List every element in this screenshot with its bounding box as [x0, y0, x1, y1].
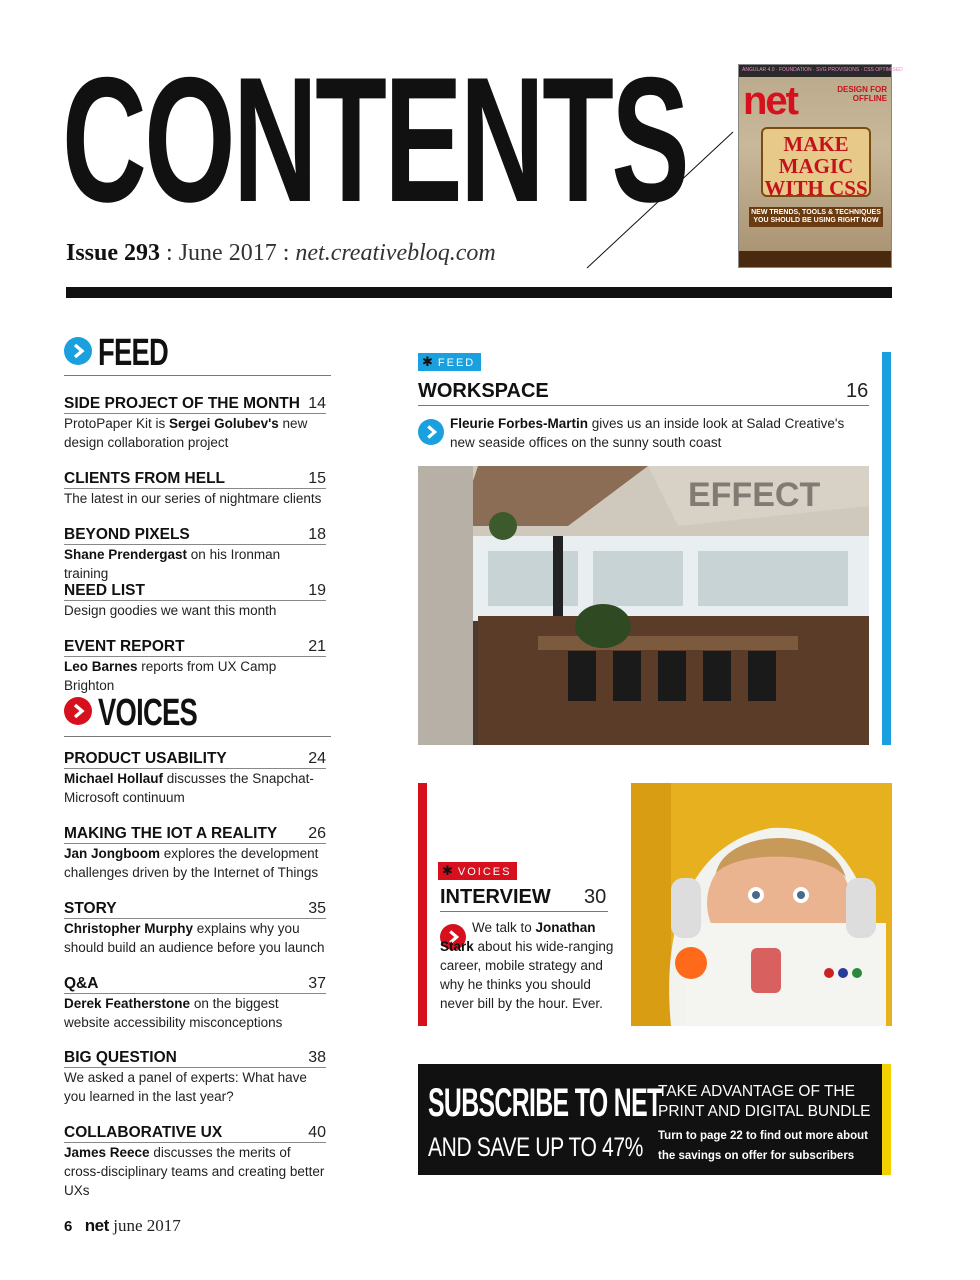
entry-desc-post: explores the development challenges driven by the Internet of Things	[64, 846, 319, 880]
entry-description	[64, 489, 326, 508]
entry-header	[64, 974, 326, 994]
website-link[interactable]: net.creativebloq.com	[295, 240, 496, 266]
interview-page: 30	[584, 886, 607, 908]
entry-header	[64, 824, 326, 844]
voices-tag-label: VOICES	[457, 866, 512, 878]
magazine-cover-image	[738, 64, 903, 268]
office-photo	[418, 466, 869, 745]
issue-separator: :	[166, 240, 173, 266]
chevron-right-icon	[418, 419, 444, 450]
entry-header	[64, 394, 326, 414]
entry-header	[64, 637, 326, 657]
interview-subject: Jonathan Stark	[440, 920, 596, 954]
entry-description	[64, 545, 326, 583]
workspace-page: 16	[846, 380, 869, 402]
entry-page-number: 40	[308, 1124, 326, 1141]
voices-tag	[438, 862, 517, 880]
cover-headline: MAKE MAGIC WITH CSS	[761, 127, 871, 197]
feed-accent-bar	[882, 352, 891, 745]
entry-desc-name: Leo Barnes	[64, 659, 138, 674]
subscribe-advantage: TAKE ADVANTAGE OF THE PRINT AND DIGITAL BUNDLE	[658, 1083, 871, 1120]
entry-desc-post: on his Ironman training	[64, 547, 281, 581]
contents-entry[interactable]	[64, 1048, 326, 1106]
issue-separator-2: :	[282, 240, 290, 266]
entry-header	[64, 899, 326, 919]
entry-desc-post: new design collaboration project	[64, 416, 308, 450]
entry-desc-name: Michael Hollauf	[64, 771, 164, 786]
entry-header	[64, 1123, 326, 1143]
entry-description	[64, 414, 326, 452]
page-footer	[64, 1216, 181, 1238]
contents-entry[interactable]	[64, 394, 326, 452]
entry-title[interactable]: MAKING THE IOT A REALITY	[64, 825, 278, 842]
contents-entry[interactable]	[64, 824, 326, 882]
entry-desc-name: James Reece	[64, 1145, 150, 1160]
entry-desc-post: on the biggest website accessibility misconceptions	[64, 996, 283, 1030]
footer-brand: net	[84, 1216, 109, 1235]
subscribe-accent-bar	[882, 1064, 891, 1175]
interview-desc-text: about his wide-ranging career, mobile strategy and why he thinks you should never bill by the hour. Ever.	[440, 939, 614, 1011]
entry-header	[64, 581, 326, 601]
entry-title[interactable]: SIDE PROJECT OF THE MONTH	[64, 395, 300, 412]
entry-title[interactable]: COLLABORATIVE UX	[64, 1124, 223, 1141]
entry-description	[64, 919, 326, 957]
entry-page-number: 37	[308, 975, 326, 992]
contents-entry[interactable]	[64, 525, 326, 583]
entry-desc-pre: The latest in our series of nightmare clients	[64, 491, 322, 506]
entry-desc-name: Christopher Murphy	[64, 921, 194, 936]
contents-entry[interactable]	[64, 469, 326, 508]
entry-desc-pre: ProtoPaper Kit is	[64, 416, 170, 431]
subscribe-save: AND SAVE UP TO 47%	[428, 1132, 643, 1162]
feed-section-title: FEED	[98, 332, 169, 374]
entry-desc-name: Derek Featherstone	[64, 996, 191, 1011]
entry-header	[64, 1048, 326, 1068]
entry-title[interactable]: PRODUCT USABILITY	[64, 750, 227, 767]
entry-page-number: 24	[308, 750, 326, 767]
subscribe-headline: SUBSCRIBE TO NET	[428, 1081, 662, 1125]
entry-title[interactable]: BIG QUESTION	[64, 1049, 177, 1066]
cover-subline: NEW TRENDS, TOOLS & TECHNIQUES YOU SHOULD BE USING RIGHT NOW	[749, 207, 883, 227]
entry-header	[64, 469, 326, 489]
entry-description	[64, 1068, 326, 1106]
workspace-author: Fleurie Forbes-Martin	[450, 416, 589, 431]
entry-page-number: 26	[308, 825, 326, 842]
interview-title[interactable]: INTERVIEW	[440, 886, 551, 908]
svg-text:EFFECT: EFFECT	[688, 476, 821, 514]
entry-header	[64, 525, 326, 545]
entry-description	[64, 769, 326, 807]
interview-pre: We talk to	[472, 920, 536, 935]
voices-section-title: VOICES	[98, 692, 198, 734]
entry-title[interactable]: BEYOND PIXELS	[64, 526, 190, 543]
entry-title[interactable]: STORY	[64, 900, 117, 917]
page-title: CONTENTS	[62, 40, 688, 239]
issue-line	[66, 240, 496, 274]
entry-page-number: 14	[308, 395, 326, 412]
cover-footer-band	[739, 251, 891, 267]
entry-description	[64, 601, 326, 620]
astronaut-photo	[631, 783, 892, 1026]
entry-title[interactable]: EVENT REPORT	[64, 638, 185, 655]
interview-description	[440, 918, 620, 1013]
entry-desc-pre: We asked a panel of experts: What have you learned in the last year?	[64, 1070, 307, 1104]
entry-title[interactable]: CLIENTS FROM HELL	[64, 470, 226, 487]
entry-header	[64, 749, 326, 769]
chevron-right-icon	[64, 337, 92, 365]
entry-desc-post: explains why you should build an audience before you launch	[64, 921, 325, 955]
subscribe-banner[interactable]	[418, 1064, 882, 1175]
entry-page-number: 18	[308, 526, 326, 543]
entry-desc-post: discusses the merits of cross-disciplinary teams and creating better UXs	[64, 1145, 325, 1198]
entry-title[interactable]: Q&A	[64, 975, 99, 992]
contents-entry[interactable]	[64, 974, 326, 1032]
subscribe-details: Turn to page 22 to find out more about the savings on offer for subscribers	[658, 1130, 868, 1162]
contents-entry[interactable]	[64, 1123, 326, 1200]
workspace-description	[450, 414, 870, 452]
entry-description	[64, 1143, 326, 1200]
feed-section-rule	[64, 375, 331, 376]
cover-strip: ANGULAR 4.0 · FOUNDATION · SVG PROVISIONS · CSS OPTIMISED	[739, 65, 891, 77]
entry-description	[64, 994, 326, 1032]
feed-tag-label: FEED	[437, 357, 476, 369]
entry-desc-name: Shane Prendergast	[64, 547, 188, 562]
star-icon: ✱	[442, 863, 455, 878]
entry-title[interactable]: NEED LIST	[64, 582, 145, 599]
diagonal-slash-decoration	[585, 130, 735, 270]
cover-logo: net	[743, 79, 797, 123]
entry-page-number: 21	[308, 638, 326, 655]
workspace-desc-text: gives us an inside look at Salad Creative's new seaside offices on the sunny south coast	[450, 416, 845, 450]
header-rule	[66, 287, 892, 298]
entry-page-number: 15	[308, 470, 326, 487]
entry-desc-post: reports from UX Camp Brighton	[64, 659, 277, 693]
entry-page-number: 19	[308, 582, 326, 599]
voices-accent-bar	[418, 783, 427, 1026]
cover-tagline: DESIGN FOR OFFLINE	[837, 85, 887, 103]
contents-entry[interactable]	[64, 899, 326, 957]
contents-entry[interactable]	[64, 581, 326, 620]
workspace-rule	[418, 405, 869, 406]
issue-date: June 2017	[178, 240, 277, 266]
entry-description	[64, 657, 326, 695]
footer-page-number: 6	[64, 1218, 73, 1235]
entry-page-number: 35	[308, 900, 326, 917]
contents-entry[interactable]	[64, 749, 326, 807]
interview-rule	[440, 911, 608, 912]
entry-description	[64, 844, 326, 882]
entry-desc-name: Sergei Golubev's	[169, 416, 279, 431]
entry-desc-name: Jan Jongboom	[64, 846, 161, 861]
footer-date: june 2017	[113, 1216, 181, 1235]
issue-number: Issue 293	[66, 240, 161, 266]
entry-desc-pre: Design goodies we want this month	[64, 603, 277, 618]
voices-section-rule	[64, 736, 331, 737]
contents-entry[interactable]	[64, 637, 326, 695]
workspace-title[interactable]: WORKSPACE	[418, 380, 549, 402]
feed-tag	[418, 353, 481, 371]
entry-page-number: 38	[308, 1049, 326, 1066]
entry-desc-post: discusses the Snapchat-Microsoft continuum	[64, 771, 314, 805]
star-icon: ✱	[422, 354, 435, 369]
chevron-right-icon	[64, 697, 92, 725]
